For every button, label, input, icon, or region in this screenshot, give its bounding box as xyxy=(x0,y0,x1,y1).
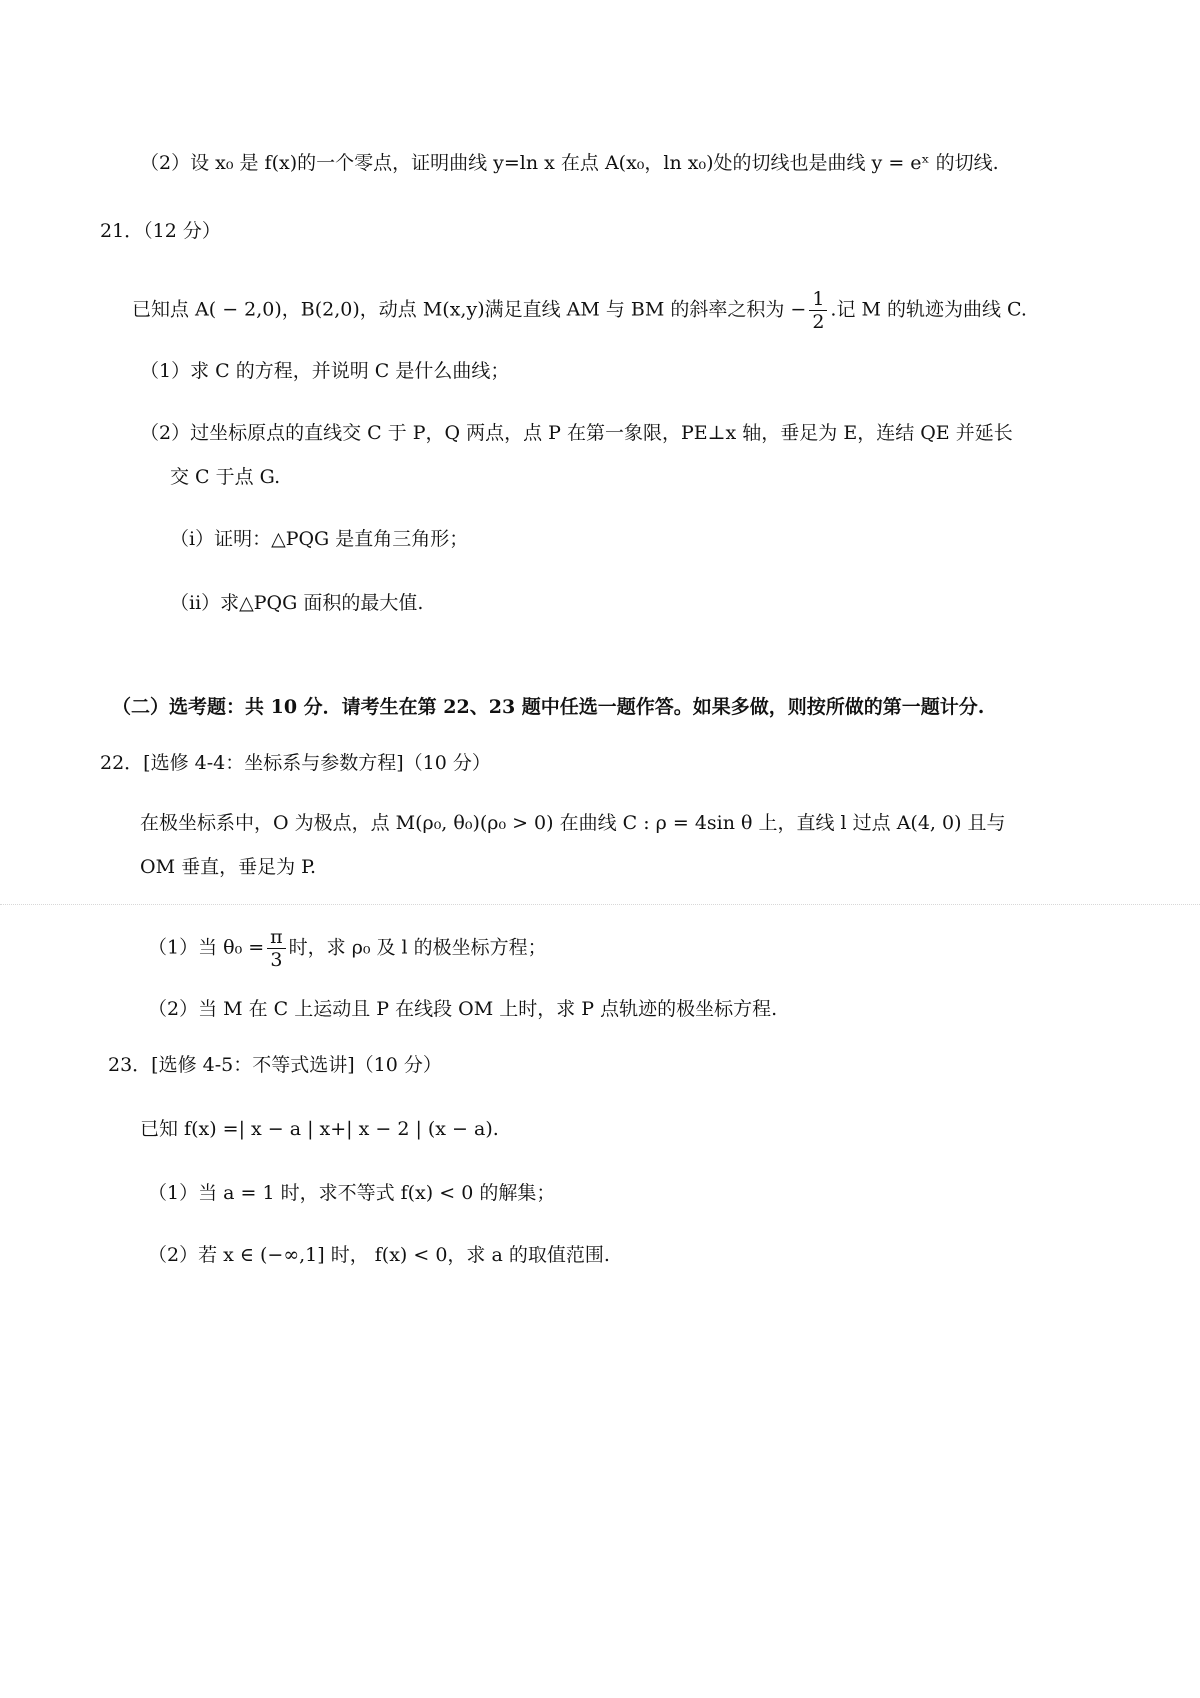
q23-stem: 已知 f(x) =| x − a | x+| x − 2 | (x − a). xyxy=(140,1118,499,1140)
q22-fraction xyxy=(267,926,286,971)
q22-fraction-numerator: π xyxy=(267,926,286,949)
q22-part1 xyxy=(148,926,547,971)
q21-sub-ii: （ii）求△PQG 面积的最大值. xyxy=(170,592,424,614)
q21-fraction-denominator: 2 xyxy=(812,311,825,333)
q22-stem-line1: 在极坐标系中，O 为极点，点 M(ρ₀, θ₀)(ρ₀ > 0) 在曲线 C : ρ = 4sin θ 上，直线 l 过点 A(4, 0) 且与 xyxy=(140,812,1006,834)
page-divider-dotted xyxy=(0,904,1200,905)
q23-part2: （2）若 x ∈ (−∞,1] 时， f(x) < 0，求 a 的取值范围. xyxy=(148,1244,610,1266)
q20-part2: （2）设 x₀ 是 f(x)的一个零点，证明曲线 y=ln x 在点 A(x₀，ln x₀)处的切线也是曲线 y = eˣ 的切线. xyxy=(140,152,999,174)
q21-stem-text-b: .记 M 的轨迹为曲线 C. xyxy=(830,298,1027,321)
q21-part2-line1: （2）过坐标原点的直线交 C 于 P，Q 两点，点 P 在第一象限，PE⊥x 轴，垂足为 E，连结 QE 并延长 xyxy=(140,422,1013,444)
q23-heading: 23．[选修 4-5：不等式选讲]（10 分） xyxy=(108,1054,442,1076)
q21-heading: 21．（12 分） xyxy=(100,220,221,242)
q21-part2-line2: 交 C 于点 G. xyxy=(170,466,281,488)
q23-part1: （1）当 a = 1 时，求不等式 f(x) < 0 的解集； xyxy=(148,1182,556,1204)
q21-stem xyxy=(132,288,1027,333)
q21-part1: （1）求 C 的方程，并说明 C 是什么曲线； xyxy=(140,360,510,382)
q22-part1-text-b: 时，求 ρ₀ 及 l 的极坐标方程； xyxy=(288,936,547,959)
q21-fraction xyxy=(809,288,827,333)
section-heading: （二）选考题：共 10 分．请考生在第 22、23 题中任选一题作答。如果多做，则按所做的第一题计分. xyxy=(112,696,985,718)
q22-heading: 22．[选修 4-4：坐标系与参数方程]（10 分） xyxy=(100,752,491,774)
q21-sub-i: （i）证明：△PQG 是直角三角形； xyxy=(170,528,469,550)
q22-fraction-denominator: 3 xyxy=(270,949,283,971)
q22-part2: （2）当 M 在 C 上运动且 P 在线段 OM 上时，求 P 点轨迹的极坐标方程. xyxy=(148,998,778,1020)
q21-fraction-numerator: 1 xyxy=(809,288,827,311)
q21-stem-text-a: 已知点 A( − 2,0)，B(2,0)，动点 M(x,y)满足直线 AM 与 BM 的斜率之积为 − xyxy=(132,298,807,321)
q22-stem-line2: OM 垂直，垂足为 P. xyxy=(140,856,317,878)
q22-part1-text-a: （1）当 θ₀ = xyxy=(148,936,265,959)
